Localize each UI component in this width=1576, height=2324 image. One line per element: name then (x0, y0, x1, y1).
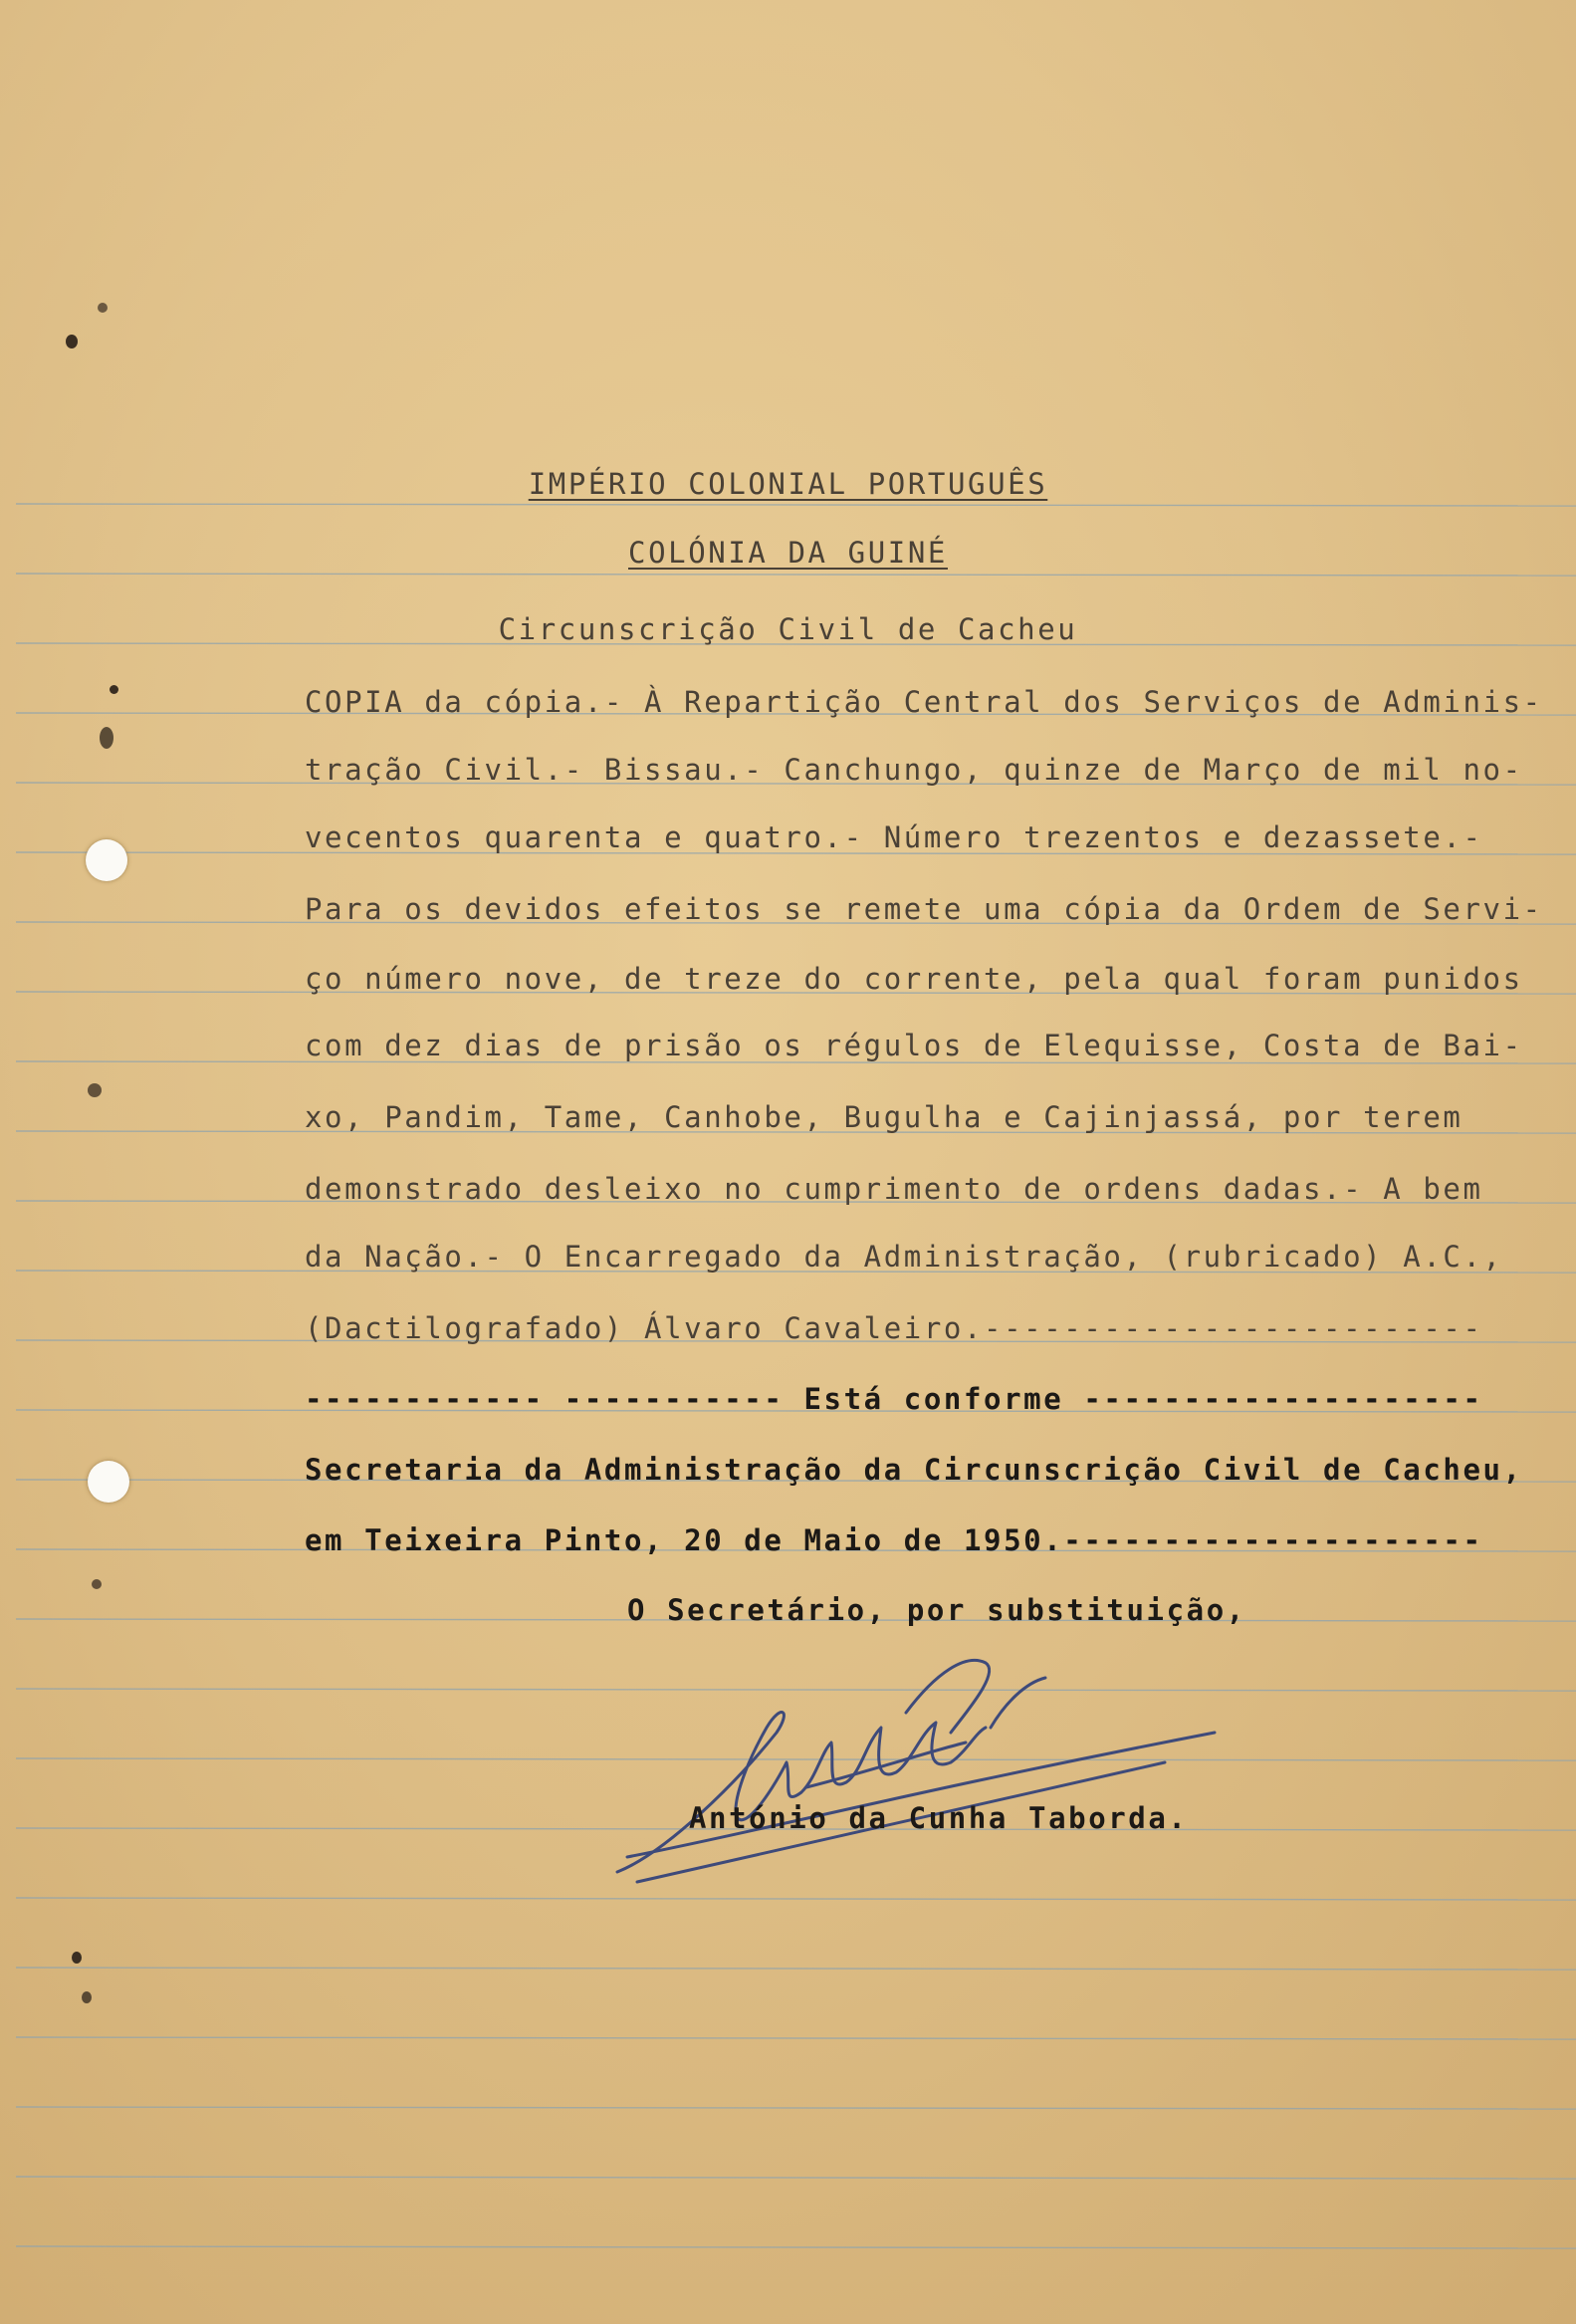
header-colony: COLÓNIA DA GUINÉ (628, 536, 948, 570)
pin-hole (88, 1083, 102, 1097)
handwritten-signature (607, 1633, 1244, 1892)
rule-line (16, 2177, 1576, 2179)
pin-hole (110, 685, 118, 694)
rule-line (16, 2107, 1576, 2109)
rule-line (16, 1898, 1576, 1900)
rule-line (16, 2037, 1576, 2039)
body-line: tração Civil.- Bissau.- Canchungo, quinze de Março de mil no- (305, 753, 1523, 787)
signatory-name: António da Cunha Taborda. (689, 1801, 1189, 1835)
header-district: Circunscrição Civil de Cacheu (498, 612, 1078, 646)
body-line: demonstrado desleixo no cumprimento de ordens dadas.- A bem (305, 1172, 1483, 1206)
rule-line (16, 574, 1576, 576)
certification-line: Secretaria da Administração da Circunscrição Civil de Cacheu, (305, 1453, 1523, 1487)
body-line: vecentos quarenta e quatro.- Número trezentos e dezassete.- (305, 820, 1483, 854)
pin-hole (98, 303, 108, 313)
body-line: com dez dias de prisão os régulos de Elequisse, Costa de Bai- (305, 1029, 1523, 1062)
body-line: Para os devidos efeitos se remete uma cópia da Ordem de Servi- (305, 892, 1543, 926)
pin-hole (66, 335, 78, 349)
rule-line (16, 504, 1576, 506)
body-line: (Dactilografado) Álvaro Cavaleiro.------------------------- (305, 1311, 1483, 1345)
conformity-line: ------------ ----------- Está conforme -------------------- (305, 1382, 1483, 1416)
pin-hole (82, 1991, 92, 2003)
pin-hole (72, 1952, 82, 1964)
body-line: COPIA da cópia.- À Repartição Central dos Serviços de Adminis- (305, 685, 1543, 719)
body-line: ço número nove, de treze do corrente, pela qual foram punidos (305, 962, 1523, 996)
header-empire: IMPÉRIO COLONIAL PORTUGUÊS (528, 467, 1048, 501)
punch-hole (88, 1461, 129, 1503)
pin-hole (92, 1579, 102, 1589)
body-line: da Nação.- O Encarregado da Administração, (rubricado) A.C., (305, 1240, 1503, 1274)
body-line: xo, Pandim, Tame, Canhobe, Bugulha e Cajinjassá, por terem (305, 1100, 1463, 1134)
punch-hole (86, 839, 127, 881)
rule-line (16, 1968, 1576, 1970)
signatory-title: O Secretário, por substituição, (627, 1593, 1246, 1627)
rule-line (16, 2246, 1576, 2248)
certification-line: em Teixeira Pinto, 20 de Maio de 1950.--------------------- (305, 1523, 1483, 1557)
pin-hole (100, 727, 113, 749)
